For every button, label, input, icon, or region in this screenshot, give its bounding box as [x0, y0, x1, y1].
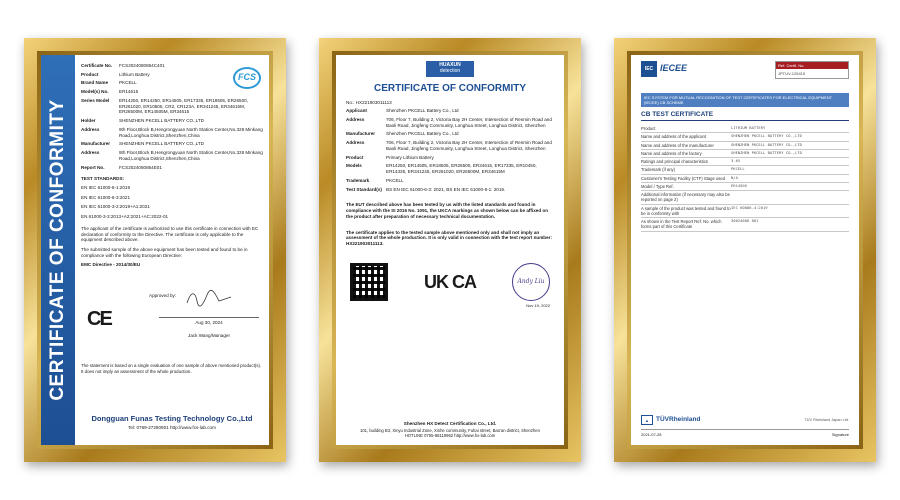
field-label: Test Standard(s) [346, 186, 382, 192]
field-row [81, 63, 263, 69]
field-label: Ratings and principal characteristics [641, 159, 709, 165]
issuer-footer [344, 421, 556, 439]
field-label: Name and address of the factory [641, 150, 702, 156]
field-label: A sample of the product was tested and found to be in conformity with [641, 205, 731, 216]
field-row [641, 205, 849, 219]
field-value: SHENZHEN PKCELL BATTERY CO.,LTD [119, 141, 205, 147]
field-value: PKCELL [119, 80, 137, 86]
field-value: ER14615 [119, 89, 139, 95]
field-row [81, 98, 263, 115]
scheme-banner: IEC SYSTEM FOR MUTUAL RECOGNITION OF TEST CERTIFICATES FOR ELECTRICAL EQUIPMENT (IECEE) CB SCHEME [641, 93, 849, 107]
emc-directive: EMC Directive - 2014/30/EU [81, 261, 141, 267]
reference-label: Ref. Certif. No. [776, 62, 848, 69]
field-label: Address [81, 150, 100, 156]
field-value: SHENZHEN PKCELL BATTERY CO.,LTD [731, 141, 802, 147]
certificate-sheet [336, 55, 564, 445]
side-band-title: CERTIFICATE OF CONFORMITY [47, 99, 68, 401]
tuv-mark-icon: ▲ [641, 415, 653, 425]
field-value: Primary Lithium Battery [386, 154, 434, 160]
compliance-paragraph: The submitted sample of the above equipment has been tested and found to be in compliance with the following European Directive: [81, 247, 248, 258]
certificate-number: No.: HX221903011113 [346, 99, 392, 105]
field-value: IEC 60086-4:2019 [731, 204, 768, 210]
field-row [641, 175, 849, 183]
field-value: PKCELL [731, 166, 745, 172]
field-label: Trademark (if any) [641, 167, 676, 173]
huaxun-logo [426, 61, 474, 77]
certificate-frame-fcs [24, 38, 286, 462]
signer-name: Jack Wang/Manager [188, 333, 230, 339]
certification-seal [512, 263, 550, 301]
issue-date: 2021-07-28 [641, 432, 662, 437]
field-label: Manufacturer [81, 141, 111, 147]
tuv-address: TÜV Rheinland Japan Ltd. [804, 417, 849, 422]
field-row [81, 118, 263, 124]
marks-caption [346, 303, 554, 308]
certificate-sheet [41, 55, 269, 445]
certificate-body [336, 55, 564, 445]
lab-footer [81, 414, 263, 431]
iec-logos [641, 61, 687, 77]
side-band [41, 55, 75, 445]
logo-main: HUAXUN [439, 62, 461, 68]
lab-name: Dongguan Funas Testing Technology Co.,Ltd [91, 413, 253, 423]
field-value: 706, Floor 7, Building 2, Victoria Bay 2H Center, Intersection of Renmin Road and Baoli Road, Jingfeng Community, Longhua Street, Longhua District, Shenzhen [386, 116, 552, 128]
field-value [731, 192, 849, 203]
field-value: N/A [731, 174, 738, 180]
fcs-logo: FCS [233, 67, 261, 89]
field-value: 30024606 001 [731, 218, 759, 224]
field-row [346, 163, 554, 174]
authorization-paragraph: The applicant of the certificate is authorized to use this certificate in connection with EC declaration of conformity to the Directive. The certificate is only applicable to the equipment described above. [81, 225, 259, 243]
standard-item: EN 61000-3-3:2013+A2:2021+AC:2022-01 [81, 214, 169, 220]
field-value: LITHIUM BATTERY [731, 125, 766, 131]
field-label: Address [346, 116, 365, 122]
field-label: Additional information (if necessary may also be reported on page 2) [641, 192, 730, 203]
field-label: Address [81, 126, 100, 132]
field-row [81, 127, 263, 138]
signature-label: Signature [831, 432, 849, 437]
field-row [81, 141, 263, 147]
certificate-fields [346, 108, 554, 192]
field-label: Address [346, 140, 365, 146]
signature-area [149, 289, 259, 339]
ce-mark: CE [87, 308, 111, 330]
field-label: As shown in the Test Report Ref. No. which forms part of this Certificate [641, 219, 722, 230]
field-row [641, 150, 849, 158]
field-value: FCS2024080864E01 [119, 164, 162, 170]
field-row [641, 191, 849, 205]
seal-signature: Andy Liu [517, 277, 545, 285]
field-row [346, 140, 554, 151]
field-label: Model / Type Ref. [641, 183, 674, 189]
field-label: Brand Name [81, 80, 109, 86]
field-label: Certificate No. [81, 63, 113, 68]
standards-title: TEST STANDARDS: [81, 176, 125, 182]
frame-inner [332, 51, 568, 449]
field-row [641, 133, 849, 141]
certificate-bottom [641, 415, 849, 437]
certificate-body [631, 55, 859, 445]
logo-sub: detection [439, 67, 461, 74]
field-row [641, 158, 849, 166]
field-row [641, 166, 849, 174]
field-value: 9th Floor,Block B,Hengrongyuan North Station Center,No.328 Minkang Road,Longhua District,Shenzhen,China [119, 126, 263, 138]
field-label: Name and address of the applicant [641, 134, 706, 140]
field-label: Trademark [346, 177, 370, 183]
field-row [641, 125, 849, 133]
field-value: SHENZHEN PKCELL BATTERY CO.,LTD [119, 118, 205, 124]
certificate-title: CERTIFICATE OF CONFORMITY [373, 83, 527, 94]
field-value: 9th Floor,Block B,Hengrongyuan North Station Center,No.328 Minkang Road,Longhua District,Shenzhen,China [119, 150, 263, 161]
field-value: SHENZHEN PKCELL BATTERY CO.,LTD [731, 133, 802, 139]
tuv-row [641, 415, 849, 425]
field-value: 3.6V [731, 158, 741, 164]
certificate-body [81, 63, 263, 439]
field-value: ER14250, ER14250, ER14505, ER17335, ER18505, ER26500, ER261020, ER10505, CR2, CR123A, ER341245, ER34615M, ER26500M, ER14505M, ER34615 [119, 97, 248, 115]
iecee-logo: IECEE [660, 63, 688, 74]
field-value: 706, Floor 7, Building 2, Victoria Bay 2H Center, Intersection of Renmin Road and Baoli Road, Jingfeng Community, Longhua Street, Longhua District, Shenzhen [386, 140, 552, 151]
iec-logo: IEC [641, 61, 657, 77]
field-label: Manufacturer [346, 131, 376, 137]
qr-code-icon [350, 263, 388, 301]
field-row [346, 155, 554, 161]
sign-row [641, 429, 849, 437]
field-value: PKCELL [386, 177, 404, 183]
field-row [346, 117, 554, 128]
field-value: BS EN IEC 61000-6-3: 2021, BS EN IEC 61000-6-1: 2019. [386, 186, 506, 192]
handwritten-signature [179, 289, 239, 307]
frame-inner [627, 51, 863, 449]
field-row [641, 218, 849, 232]
issuer-name: Shenzhen HX Detect Certification Co., Ltd. [403, 421, 497, 427]
field-label: Applicant [346, 108, 367, 114]
field-label: Product [81, 71, 99, 77]
field-label: Product [346, 154, 364, 160]
field-label: Name and address of the manufacturer [641, 142, 714, 148]
field-row [81, 165, 263, 171]
tuv-name: TÜVRheinland [656, 415, 701, 423]
field-row [346, 108, 554, 114]
field-label: Models [346, 163, 362, 169]
certificate-frame-cb [614, 38, 876, 462]
approval-date: Aug 30, 2024 [159, 317, 259, 326]
standard-item: EN IEC 61000-6-3:2021 [81, 194, 131, 200]
field-value: FCS2024080864C401 [119, 63, 165, 68]
standard-item: EN IEC 61000-6-1:2019 [81, 185, 131, 191]
field-label: Holder [81, 118, 96, 124]
field-value: Shenzhen PKCELL Battery Co., Ltd [386, 131, 459, 137]
field-label: Product [641, 126, 656, 132]
standard-item: EN IEC 61000-3-2:2019+A1:2021 [81, 204, 150, 210]
field-value: SHENZHEN PKCELL BATTERY CO.,LTD [731, 149, 802, 155]
ukca-mark: UK CA [424, 271, 476, 292]
field-row [81, 150, 263, 161]
evaluation-statement: The statement is based on a single evaluation of one sample of above mentioned product(s). It does not imply an assessment of the whole production. [81, 363, 262, 374]
standards-list [81, 185, 263, 220]
reference-value: JPTUV-125415 [778, 71, 806, 76]
marks-row [346, 263, 554, 301]
certificate-sheet [631, 55, 859, 445]
field-value: Lithium Battery [119, 71, 150, 77]
field-label: Model(s) No. [81, 89, 109, 95]
field-label: Report No. [81, 164, 105, 170]
field-row [346, 178, 554, 184]
cb-title: CB TEST CERTIFICATE [641, 111, 849, 121]
field-value: ER14250, ER14505, ER18505, ER26500, ER34615, ER17335, ER10450, ER14335, ER341245, ER261020, ER26500M, ER34615M [386, 163, 537, 175]
reference-box [775, 61, 849, 79]
approved-by-label: Approved by: [149, 293, 177, 298]
field-row [641, 183, 849, 191]
frame-inner [37, 51, 273, 449]
tuv-logo [641, 415, 700, 425]
compliance-paragraph: The EUT described above has been tested by us with the listed standards and found in compliance with the SI 2016 No. 1091, the UKCA markings as shown below can be affixed on the product after preparation of necessary technical documentation. [346, 202, 549, 219]
certificate-rows [641, 125, 849, 232]
issuer-contact: HOTLINE 0755-88119962 http://www.hx-lab.com [404, 433, 496, 439]
field-row [346, 187, 554, 193]
field-row [641, 142, 849, 150]
validity-paragraph: The certificate applies to the tested sample above mentioned only and shall not imply an assessment of the whole production. It is only valid in connection with the test report number: HX221903011113. [346, 229, 552, 246]
field-value: ER14505 [731, 182, 748, 188]
field-label: Customer's Testing Facility (CTF) Stage used [641, 175, 726, 181]
issuer-address: 101, building B3, Xinyu Industrial Zone, Xinhe community, Fuhai street, Bao'an district, Shenzhen [360, 427, 540, 433]
certificate-header [641, 61, 849, 79]
seal-date: Nov 19, 2022 [526, 302, 550, 308]
field-label: Series Model [81, 97, 110, 103]
field-value: Shenzhen PKCELL Battery Co., Ltd [386, 108, 459, 114]
field-row [346, 131, 554, 137]
certificate-frame-huaxun [319, 38, 581, 462]
lab-contact: Tel: 0769-27280901 http://www.fcs-lab.com [128, 425, 216, 431]
field-row [81, 89, 263, 95]
